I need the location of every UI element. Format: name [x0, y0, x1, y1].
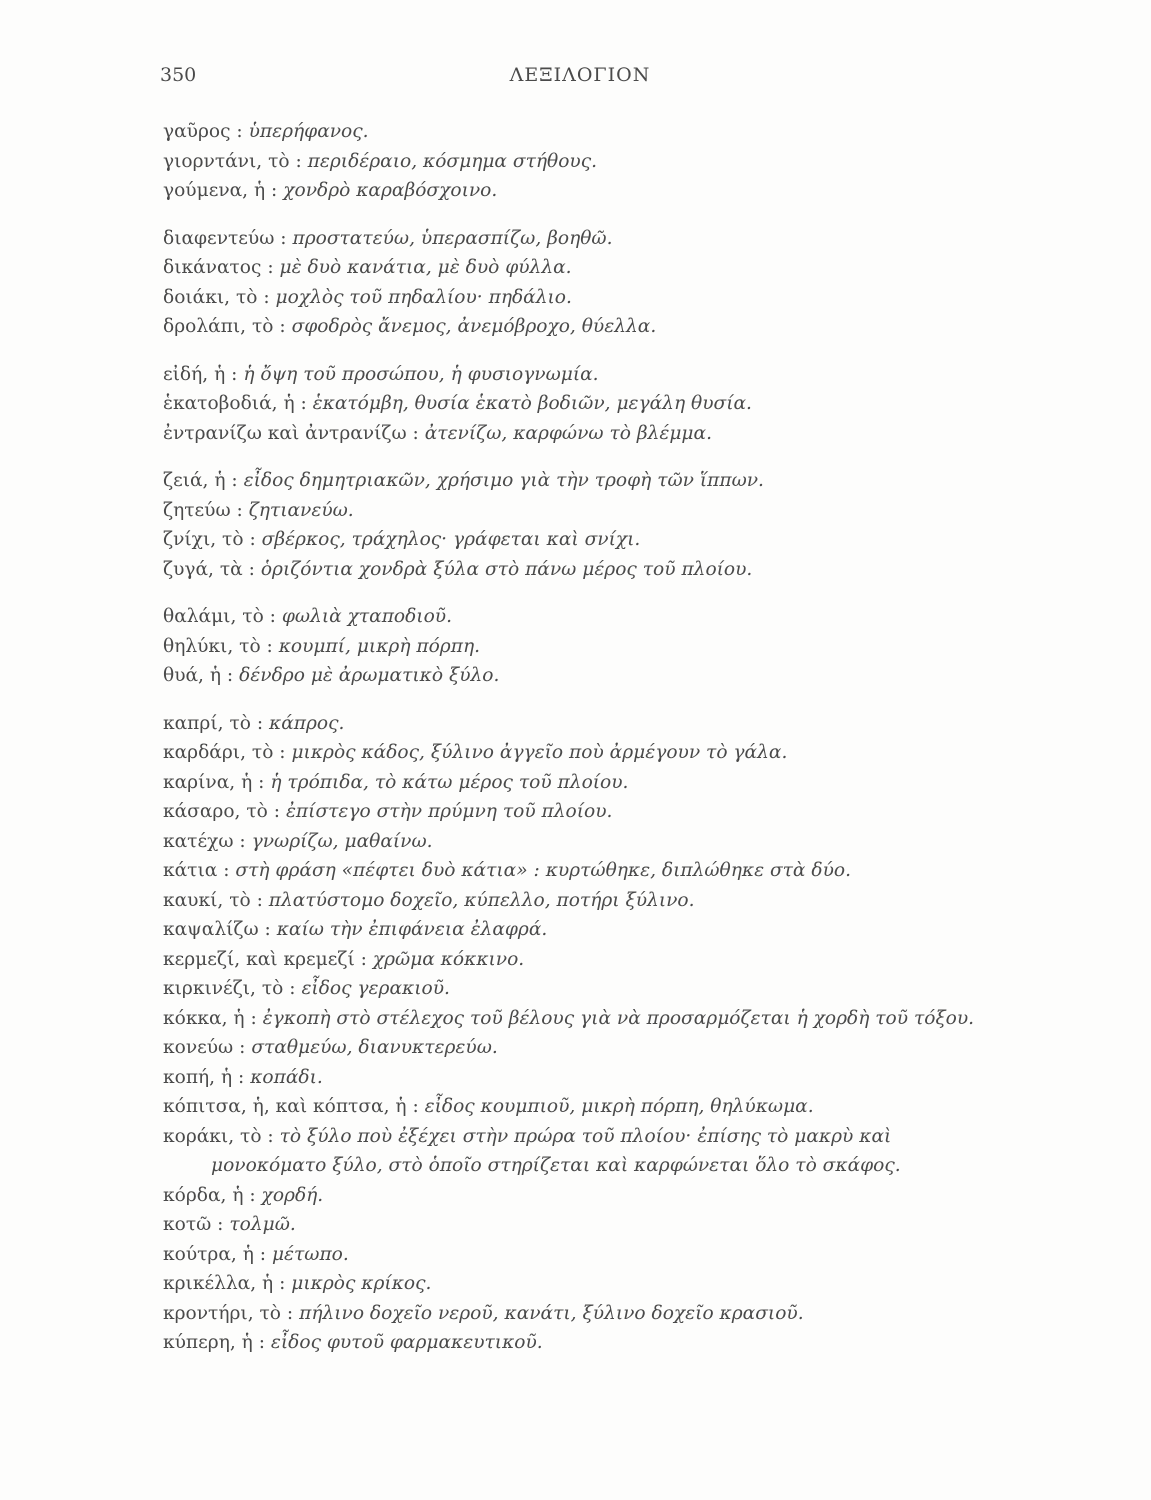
entry-term: κύπερη, ἡ :: [163, 1332, 271, 1353]
glossary-entry: [163, 827, 1003, 857]
entry-term: κροντήρι, τὸ :: [163, 1302, 300, 1324]
entry-term: εἰδή, ἡ :: [163, 363, 244, 385]
entry-term: ἐντρανίζω καὶ ἀντρανίζω :: [163, 422, 425, 444]
entry-definition: προστατεύω, ὑπερασπίζω, βοηθῶ.: [292, 227, 613, 249]
glossary-entry: [163, 1328, 1003, 1358]
glossary-entry: [163, 1063, 1003, 1093]
entry-definition: κουμπί, μικρὴ πόρπη.: [278, 635, 481, 657]
entry-term: κοράκι, τὸ :: [163, 1125, 280, 1147]
entry-group: [163, 602, 1003, 691]
entry-term: κιρκινέζι, τὸ :: [163, 978, 302, 999]
entry-definition: χονδρὸ καραβόσχοινο.: [283, 180, 498, 201]
glossary-entry: [163, 525, 1003, 555]
entry-term: κοτῶ :: [163, 1214, 230, 1235]
entry-definition: ἑκατόμβη, θυσία ἑκατὸ βοδιῶν, μεγάλη θυσία.: [312, 393, 752, 414]
glossary-entry: [163, 1299, 1003, 1329]
entry-term: γιορντάνι, τὸ :: [163, 150, 308, 172]
entry-term: διαφεντεύω :: [163, 227, 293, 249]
entry-definition: μικρὸς κρίκος.: [291, 1273, 432, 1294]
glossary-entry: [163, 709, 1003, 739]
glossary-entry: [163, 419, 1003, 449]
running-title: ΛΕΞΙΛΟΓΙΟΝ: [509, 64, 651, 86]
entry-term: κάσαρο, τὸ :: [163, 801, 286, 822]
entry-term: κρικέλλα, ἡ :: [163, 1273, 292, 1294]
entry-term: δικάνατος :: [163, 257, 280, 278]
glossary-entry: [163, 974, 1003, 1004]
entry-group: [163, 117, 1003, 206]
entry-term: κόπιτσα, ἡ, καὶ κόπτσα, ἡ :: [163, 1096, 425, 1117]
entry-definition: χορδή.: [261, 1184, 324, 1206]
entry-definition: μὲ δυὸ κανάτια, μὲ δυὸ φύλλα.: [279, 257, 572, 278]
glossary-entry: [163, 602, 1003, 632]
glossary-entry: [163, 1181, 1003, 1211]
entry-term: κερμεζί, καὶ κρεμεζί :: [163, 948, 373, 970]
glossary-entry: [163, 768, 1003, 798]
entry-term: ζητεύω :: [163, 499, 249, 521]
entry-definition: ὑπερήφανος.: [248, 121, 369, 142]
entry-definition: περιδέραιο, κόσμημα στήθους.: [307, 150, 598, 172]
entry-term: δρολάπι, τὸ :: [163, 316, 292, 337]
entry-definition: εἶδος γερακιοῦ.: [301, 978, 450, 999]
entry-definition: πήλινο δοχεῖο νεροῦ, κανάτι, ξύλινο δοχεῖο κρασιοῦ.: [299, 1302, 804, 1324]
entry-term: καυκί, τὸ :: [163, 889, 269, 911]
glossary-entry: [163, 1210, 1003, 1240]
entry-definition: χρῶμα κόκκινο.: [372, 948, 525, 970]
glossary-entry: [163, 915, 1003, 945]
glossary-entry: [163, 1092, 1003, 1122]
glossary-entry: [163, 1004, 1003, 1034]
entry-definition: πλατύστομο δοχεῖο, κύπελλο, ποτήρι ξύλινο.: [268, 889, 695, 911]
entry-term: θηλύκι, τὸ :: [163, 635, 279, 657]
entry-definition: στὴ φράση «πέφτει δυὸ κάτια» : κυρτώθηκε, διπλώθηκε στὰ δύο.: [235, 860, 852, 881]
entry-definition: μοχλὸς τοῦ πηδαλίου· πηδάλιο.: [275, 286, 572, 308]
entry-term: καρίνα, ἡ :: [163, 771, 271, 793]
entry-definition: φωλιὰ χταποδιοῦ.: [281, 606, 452, 627]
glossary-entry: [163, 466, 1003, 496]
entry-term: ζυγά, τὰ :: [163, 558, 261, 580]
glossary-entry: [163, 632, 1003, 662]
glossary-entry: [163, 224, 1003, 254]
entry-term: ζνίχι, τὸ :: [163, 529, 262, 550]
glossary-entry: [163, 1033, 1003, 1063]
entry-definition: σφοδρὸς ἄνεμος, ἀνεμόβροχο, θύελλα.: [291, 316, 657, 337]
entry-term: κοπή, ἡ :: [163, 1066, 251, 1088]
entry-term: ζειά, ἡ :: [163, 470, 244, 491]
glossary-entry: [163, 117, 1003, 147]
entry-group: [163, 466, 1003, 584]
entry-definition: σβέρκος, τράχηλος· γράφεται καὶ σνίχι.: [261, 529, 641, 550]
glossary-entry: [163, 389, 1003, 419]
glossary-entry: [163, 253, 1003, 283]
glossary-entry: [163, 886, 1003, 916]
glossary-entry: [163, 555, 1003, 585]
entry-term: κατέχω :: [163, 830, 252, 852]
glossary-entry: [163, 856, 1003, 886]
glossary-entry: [163, 945, 1003, 975]
entry-term: καψαλίζω :: [163, 919, 277, 940]
entry-term: δοιάκι, τὸ :: [163, 286, 276, 308]
entry-definition: ἐπίστεγο στὴν πρύμνη τοῦ πλοίου.: [285, 801, 613, 822]
glossary-entry: [163, 661, 1003, 691]
entry-definition: ἀτενίζω, καρφώνω τὸ βλέμμα.: [424, 422, 712, 444]
entry-definition: ζητιανεύω.: [248, 499, 354, 521]
entry-term: γούμενα, ἡ :: [163, 180, 284, 201]
entry-definition: τὸ ξύλο ποὺ ἐξέχει στὴν πρώρα τοῦ πλοίου· ἐπίσης τὸ μακρὺ καὶ μονοκόματο ξύλο, στὸ ὁποῖο στηρίζεται καὶ καρφώνεται ὅλο τὸ σκάφος.: [211, 1125, 901, 1176]
entry-group: [163, 709, 1003, 1358]
entry-definition: εἶδος κουμπιοῦ, μικρὴ πόρπη, θηλύκωμα.: [424, 1096, 814, 1117]
entry-definition: δένδρο μὲ ἀρωματικὸ ξύλο.: [239, 665, 500, 686]
entry-group: [163, 224, 1003, 342]
entry-definition: ἡ τρόπιδα, τὸ κάτω μέρος τοῦ πλοίου.: [270, 771, 629, 793]
glossary-entry: [163, 1122, 1003, 1181]
entry-definition: σταθμεύω, διανυκτερεύω.: [251, 1037, 498, 1058]
entry-term: κονεύω :: [163, 1037, 252, 1058]
entry-definition: τολμῶ.: [229, 1214, 296, 1235]
glossary-entry: [163, 283, 1003, 313]
entry-term: κόκκα, ἡ :: [163, 1007, 263, 1029]
glossary-entry: [163, 312, 1003, 342]
entry-group: [163, 360, 1003, 449]
entry-term: καρδάρι, τὸ :: [163, 742, 292, 763]
glossary-entries: [163, 117, 1003, 1376]
glossary-entry: [163, 1240, 1003, 1270]
entry-term: καπρί, τὸ :: [163, 712, 270, 734]
entry-definition: ἡ ὄψη τοῦ προσώπου, ἡ φυσιογνωμία.: [243, 363, 599, 385]
glossary-entry: [163, 1269, 1003, 1299]
entry-definition: μικρὸς κάδος, ξύλινο ἀγγεῖο ποὺ ἀρμέγουν τὸ γάλα.: [291, 742, 788, 763]
entry-term: θυά, ἡ :: [163, 665, 240, 686]
page-header: [160, 64, 1000, 94]
entry-definition: γνωρίζω, μαθαίνω.: [251, 830, 433, 852]
entry-definition: εἶδος δημητριακῶν, χρήσιμο γιὰ τὴν τροφὴ τῶν ἵππων.: [243, 470, 764, 491]
entry-term: θαλάμι, τὸ :: [163, 606, 282, 627]
entry-definition: κοπάδι.: [250, 1066, 323, 1088]
entry-definition: μέτωπο.: [271, 1243, 349, 1265]
glossary-entry: [163, 738, 1003, 768]
entry-definition: κάπρος.: [269, 712, 345, 734]
entry-term: κούτρα, ἡ :: [163, 1243, 272, 1265]
entry-definition: εἶδος φυτοῦ φαρμακευτικοῦ.: [270, 1332, 543, 1353]
glossary-entry: [163, 176, 1003, 206]
glossary-entry: [163, 797, 1003, 827]
glossary-entry: [163, 147, 1003, 177]
entry-term: κάτια :: [163, 860, 236, 881]
entry-term: ἑκατοβοδιά, ἡ :: [163, 393, 313, 414]
glossary-entry: [163, 360, 1003, 390]
entry-definition: καίω τὴν ἐπιφάνεια ἐλαφρά.: [276, 919, 548, 940]
page-number: 350: [160, 64, 197, 86]
entry-term: γαῦρος :: [163, 121, 249, 142]
entry-term: κόρδα, ἡ :: [163, 1184, 262, 1206]
glossary-entry: [163, 496, 1003, 526]
entry-definition: ἐγκοπὴ στὸ στέλεχος τοῦ βέλους γιὰ νὰ προσαρμόζεται ἡ χορδὴ τοῦ τόξου.: [262, 1007, 975, 1029]
entry-definition: ὁριζόντια χονδρὰ ξύλα στὸ πάνω μέρος τοῦ πλοίου.: [260, 558, 753, 580]
